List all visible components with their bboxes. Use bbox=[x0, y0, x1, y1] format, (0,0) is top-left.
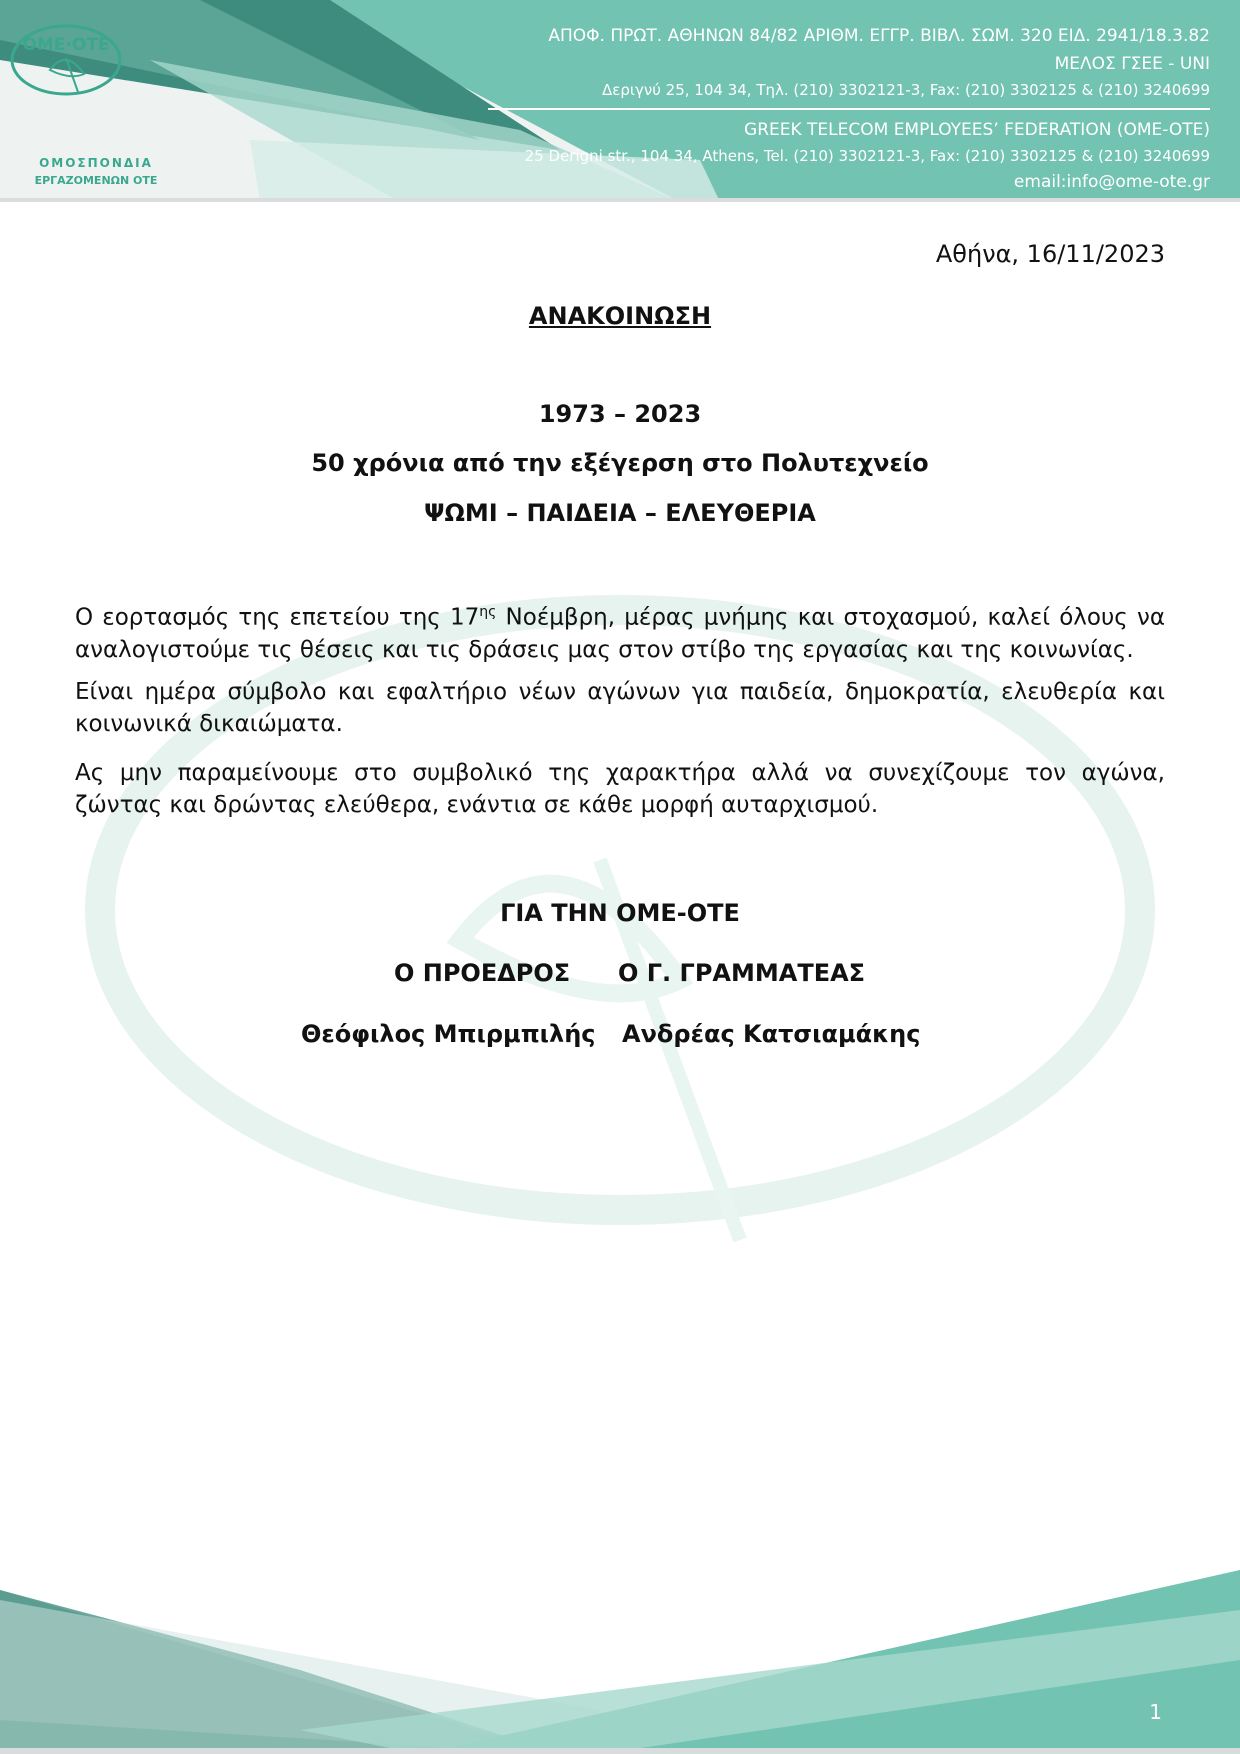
slogan: ΨΩΜΙ – ΠΑΙΔΕΙΑ – ΕΛΕΥΘΕΡΙΑ bbox=[424, 499, 816, 527]
header-address-gr: Δεριγνύ 25, 104 34, Τηλ. (210) 3302121-3, Fax: (210) 3302125 & (210) 3240699 bbox=[602, 81, 1210, 99]
page-number: 1 bbox=[1149, 1700, 1162, 1724]
anniversary-years: 1973 – 2023 bbox=[538, 400, 702, 428]
notice-title: ΑΝΑΚΟΙΝΩΣΗ bbox=[528, 302, 712, 330]
paragraph-1 bbox=[75, 596, 1165, 666]
header-membership: ΜΕΛΟΣ ΓΣΕΕ - UNI bbox=[1054, 54, 1210, 74]
document-date: Αθήνα, 16/11/2023 bbox=[935, 240, 1165, 268]
ome-ote-logo bbox=[0, 0, 160, 120]
ordinal-suffix: ης bbox=[479, 604, 497, 620]
president-name: Θεόφιλος Μπιρμπιλής bbox=[301, 1020, 596, 1048]
footer-background bbox=[0, 1570, 1240, 1754]
header-registration: ΑΠΟΦ. ΠΡΩΤ. ΑΘΗΝΩΝ 84/82 ΑΡΙΘΜ. ΕΓΓΡ. ΒΙΒΛ. ΣΩΜ. 320 ΕΙΔ. 2941/18.3.82 bbox=[548, 26, 1210, 46]
letterhead bbox=[0, 0, 1240, 202]
header-org-name-en: GREEK TELECOM EMPLOYEES’ FEDERATION (OME-OTE) bbox=[744, 120, 1210, 140]
secretary-name: Ανδρέας Κατσιαμάκης bbox=[622, 1020, 921, 1048]
secretary-title: Ο Γ. ΓΡΑΜΜΑΤΕΑΣ bbox=[618, 959, 866, 987]
header-address-en: 25 Derigni str., 104 34, Athens, Tel. (210) 3302121-3, Fax: (210) 3302125 & (210) 3240699 bbox=[524, 147, 1210, 165]
page-footer bbox=[0, 1570, 1240, 1754]
paragraph-3: Ας μην παραμείνουμε στο συμβολικό της χαρακτήρα αλλά να συνεχίζουμε τον αγώνα, ζώντας και δρώντας ελεύθερα, ενάντια σε κάθε μορφή αυταρχισμού. bbox=[75, 760, 1165, 818]
header-divider bbox=[488, 108, 1210, 110]
signature-org: ΓΙΑ ΤΗΝ ΟΜΕ-ΟΤΕ bbox=[500, 899, 740, 927]
paragraph-2: Είναι ημέρα σύμβολο και εφαλτήριο νέων αγώνων για παιδεία, δημοκρατία, ελευθερία και κοινωνικά δικαιώματα. bbox=[75, 679, 1165, 737]
logo-name-line2: ΕΡΓΑΖΟΜΕΝΩΝ ΟΤΕ bbox=[34, 174, 158, 187]
svg-text:ΟΜΕ·ΟΤΕ: ΟΜΕ·ΟΤΕ bbox=[22, 35, 110, 55]
president-title: Ο ΠΡΟΕΔΡΟΣ bbox=[394, 959, 571, 987]
logo-name-line1: ΟΜΟΣΠΟΝΔΙΑ bbox=[39, 156, 153, 170]
anniversary-subtitle: 50 χρόνια από την εξέγερση στο Πολυτεχνείο bbox=[311, 449, 929, 477]
paragraph-1-rest: Νοέμβρη, μέρας μνήμης και στοχασμού, καλεί όλους να αναλογιστούμε τις θέσεις και τις δράσεις μας στον στίβο της εργασίας και της κοινωνίας. bbox=[75, 604, 1166, 663]
header-email: email:info@ome-ote.gr bbox=[1013, 172, 1210, 192]
paragraph-1-start: Ο εορτασμός της επετείου της 17 bbox=[75, 604, 480, 631]
